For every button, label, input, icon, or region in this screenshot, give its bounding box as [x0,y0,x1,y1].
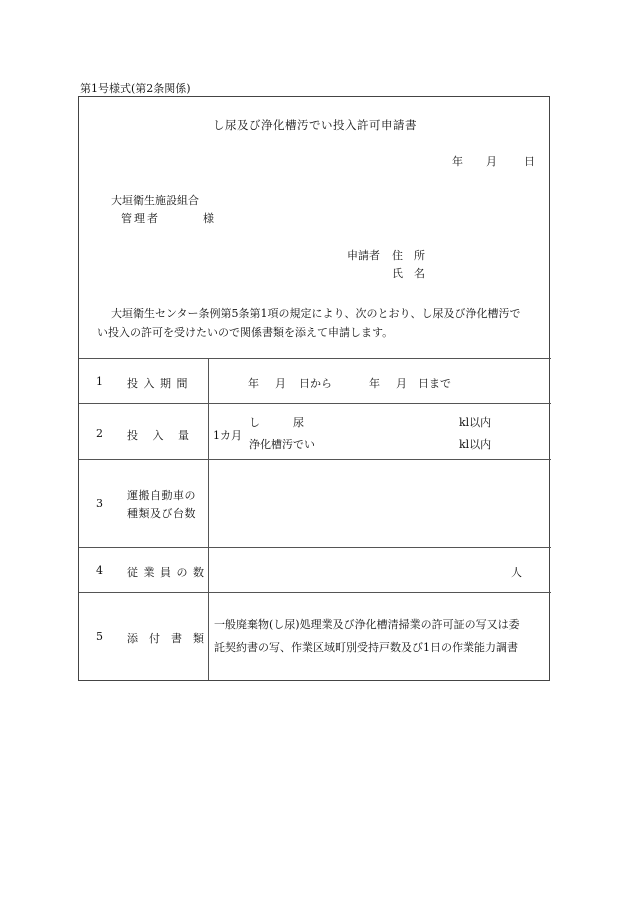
applicant-address-label: 住 所 [392,249,425,262]
divider-row4 [79,592,551,593]
period-year2: 年 [369,377,380,390]
period-year1: 年 [248,377,259,390]
addressee-honorific: 様 [203,212,214,225]
row5-label: 添 付 書 類 [127,632,204,645]
body-text-line2: い投入の許可を受けたいので関係書類を添えて申請します。 [97,326,394,339]
row2-label: 投 入 量 [127,429,189,442]
period-month2: 月 [396,377,407,390]
date-year: 年 [452,155,463,168]
row3-number: 3 [96,497,103,510]
divider-row1 [79,403,551,404]
date-month: 月 [486,155,497,168]
divider-header [79,358,551,359]
row5-number: 5 [96,630,103,643]
row1-label: 投 入 期 間 [127,377,189,390]
row4-number: 4 [96,564,103,577]
amount-item-nightsoil: し 尿 [249,416,304,429]
period-from: 日から [299,377,332,390]
date-day: 日 [524,155,535,168]
document-title: し尿及び浄化槽汚でい投入許可申請書 [213,118,417,132]
attachments-line1: 一般廃棄物(し尿)処理業及び浄化槽清掃業の許可証の写又は委 [214,618,520,631]
period-month1: 月 [275,377,286,390]
divider-row2 [79,459,551,460]
application-form [78,96,550,681]
amount-item-sludge: 浄化槽汚でい [249,438,315,451]
addressee-org: 大垣衛生施設組合 [111,194,199,207]
row4-label: 従 業 員 の 数 [127,566,205,579]
attachments-line2: 託契約書の写、作業区域町別受持戸数及び1日の作業能力調書 [214,641,518,654]
divider-row3 [79,547,551,548]
amount-period: 1カ月 [213,429,242,442]
applicant-name-label: 氏 名 [392,267,425,280]
addressee-role: 管理者 [121,212,160,225]
amount-unit2: kl以内 [459,438,492,451]
body-text-line1: 大垣衛生センター条例第5条第1項の規定により、次のとおり、し尿及び浄化槽汚で [111,307,521,320]
row3-label-line1: 運搬自動車の [127,489,196,502]
form-number: 第1号様式(第2条関係) [80,82,191,95]
period-until: 日まで [418,377,451,390]
row2-number: 2 [96,427,103,440]
amount-unit1: kl以内 [459,416,492,429]
employees-unit: 人 [511,566,522,579]
row1-number: 1 [96,375,103,388]
column-divider [208,358,209,680]
applicant-label: 申請者 [347,249,380,262]
row3-label-line2: 種類及び台数 [127,507,196,520]
